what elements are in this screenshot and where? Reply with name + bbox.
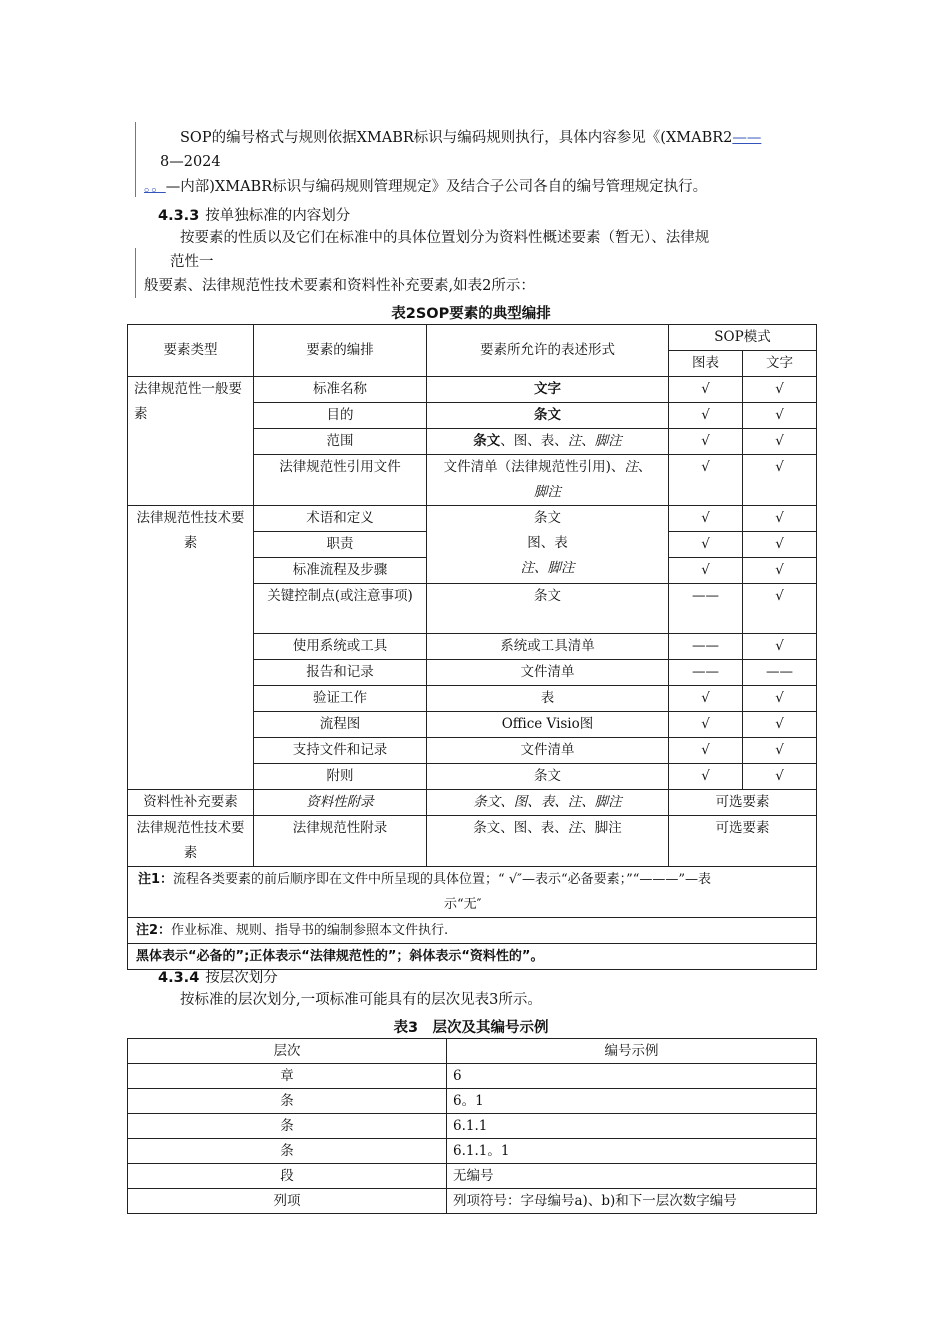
element-form: Office Visio图 bbox=[427, 712, 669, 738]
element-name: 标准流程及步骤 bbox=[254, 558, 427, 584]
element-name: 资料性附录 bbox=[254, 790, 427, 816]
text-mark: √ bbox=[743, 429, 817, 455]
chart-mark: —— bbox=[669, 584, 743, 634]
mode-optional: 可选要素 bbox=[669, 790, 817, 816]
text-mark: √ bbox=[743, 532, 817, 558]
element-name: 术语和定义 bbox=[254, 506, 427, 532]
chart-mark: √ bbox=[669, 712, 743, 738]
chart-mark: √ bbox=[669, 686, 743, 712]
element-name: 关键控制点(或注意事项) bbox=[254, 584, 427, 634]
table-row bbox=[128, 790, 817, 816]
text-mark: √ bbox=[743, 455, 817, 506]
level-cell: 段 bbox=[128, 1164, 447, 1189]
element-form: 条文、图、表、注、脚注 bbox=[427, 790, 669, 816]
element-form: 条文、图、表、注、脚注 bbox=[427, 429, 669, 455]
chart-mark: √ bbox=[669, 455, 743, 506]
example-cell: 列项符号：字母编号a)、b)和下一层次数字编号 bbox=[447, 1189, 817, 1214]
sop-elements-table bbox=[127, 324, 817, 970]
level-cell: 列项 bbox=[128, 1189, 447, 1214]
text-mark: √ bbox=[743, 506, 817, 532]
table-row bbox=[128, 1189, 817, 1214]
table-row bbox=[128, 816, 817, 867]
chart-mark: —— bbox=[669, 634, 743, 660]
table-row bbox=[128, 1114, 817, 1139]
chart-mark: √ bbox=[669, 532, 743, 558]
text-mark: —— bbox=[743, 660, 817, 686]
example-cell: 6.1.1 bbox=[447, 1114, 817, 1139]
paragraph-line: 按要素的性质以及它们在标准中的具体位置划分为资料性概述要素（暂无）、法律规 bbox=[180, 230, 710, 246]
text-mark: √ bbox=[743, 403, 817, 429]
table-row bbox=[128, 1064, 817, 1089]
text-mark: √ bbox=[743, 558, 817, 584]
element-form: 条文 bbox=[427, 403, 669, 429]
table3-caption: 表3 层次及其编号示例 bbox=[393, 1020, 549, 1036]
element-form: 文件清单 bbox=[427, 660, 669, 686]
header-chart: 图表 bbox=[669, 351, 743, 377]
chart-mark: —— bbox=[669, 660, 743, 686]
group-technical-2: 法律规范性技术要素 bbox=[128, 816, 254, 867]
element-form: 条文、图、表、注、脚注 bbox=[427, 816, 669, 867]
example-cell: 6 bbox=[447, 1064, 817, 1089]
table-row bbox=[128, 506, 817, 532]
element-name: 报告和记录 bbox=[254, 660, 427, 686]
element-name: 使用系统或工具 bbox=[254, 634, 427, 660]
note-2: 注2：作业标准、规则、指导书的编制参照本文件执行. bbox=[128, 918, 817, 944]
paragraph-line: 。。—内部)XMABR标识与编码规则管理规定》及结合子公司各自的编号管理规定执行。 bbox=[144, 179, 708, 195]
header-example: 编号示例 bbox=[447, 1039, 817, 1064]
paragraph-numbering-rule: SOP的编号格式与规则依据XMABR标识与编码规则执行，具体内容参见《(XMABR2—— bbox=[180, 130, 762, 146]
text-mark: √ bbox=[743, 377, 817, 403]
revision-bar bbox=[135, 122, 136, 197]
chart-mark: √ bbox=[669, 377, 743, 403]
text-mark: √ bbox=[743, 634, 817, 660]
element-name: 支持文件和记录 bbox=[254, 738, 427, 764]
element-form: 文字 bbox=[427, 377, 669, 403]
element-form: 条文 图、表 注、脚注 bbox=[427, 506, 669, 584]
element-form: 系统或工具清单 bbox=[427, 634, 669, 660]
example-cell: 6。1 bbox=[447, 1089, 817, 1114]
revision-bar bbox=[135, 248, 136, 298]
level-cell: 条 bbox=[128, 1114, 447, 1139]
table-note bbox=[128, 867, 817, 918]
group-general: 法律规范性一般要素 bbox=[128, 377, 254, 506]
element-form: 表 bbox=[427, 686, 669, 712]
text-mark: √ bbox=[743, 712, 817, 738]
table-row bbox=[128, 1089, 817, 1114]
revision-link[interactable]: —— bbox=[732, 130, 762, 146]
element-form: 条文 bbox=[427, 584, 669, 634]
text-mark: √ bbox=[743, 686, 817, 712]
example-cell: 无编号 bbox=[447, 1164, 817, 1189]
note-1: 注1：流程各类要素的前后顺序即在文件中所呈现的具体位置；“ √″—表示“必备要素；”“———”—表 示“无″ bbox=[128, 867, 817, 918]
header-level: 层次 bbox=[128, 1039, 447, 1064]
text-mark: √ bbox=[743, 764, 817, 790]
text-mark: √ bbox=[743, 584, 817, 634]
element-name: 标准名称 bbox=[254, 377, 427, 403]
chart-mark: √ bbox=[669, 506, 743, 532]
mode-optional: 可选要素 bbox=[669, 816, 817, 867]
chart-mark: √ bbox=[669, 429, 743, 455]
paragraph-line: 按标准的层次划分,一项标准可能具有的层次见表3所示。 bbox=[180, 992, 542, 1008]
chart-mark: √ bbox=[669, 558, 743, 584]
header-element-type: 要素类型 bbox=[128, 325, 254, 377]
table-row bbox=[128, 377, 817, 403]
paragraph-line: 范性一 bbox=[170, 254, 214, 270]
table-row bbox=[128, 1139, 817, 1164]
element-name: 验证工作 bbox=[254, 686, 427, 712]
element-name: 法律规范性引用文件 bbox=[254, 455, 427, 506]
element-name: 目的 bbox=[254, 403, 427, 429]
header-element-arrangement: 要素的编排 bbox=[254, 325, 427, 377]
header-sop-mode: SOP模式 bbox=[669, 325, 817, 351]
example-cell: 6.1.1。1 bbox=[447, 1139, 817, 1164]
table-row bbox=[128, 1164, 817, 1189]
chart-mark: √ bbox=[669, 764, 743, 790]
paragraph-line: 8—2024 bbox=[160, 154, 221, 170]
element-form: 文件清单 bbox=[427, 738, 669, 764]
element-form: 条文 bbox=[427, 764, 669, 790]
element-name: 范围 bbox=[254, 429, 427, 455]
element-name: 附则 bbox=[254, 764, 427, 790]
section-heading-4-3-4: 4.3.4 按层次划分 bbox=[158, 970, 278, 986]
group-supplementary: 资料性补充要素 bbox=[128, 790, 254, 816]
levels-numbering-table bbox=[127, 1038, 817, 1214]
level-cell: 条 bbox=[128, 1089, 447, 1114]
element-form: 文件清单（法律规范性引用)、注、 脚注 bbox=[427, 455, 669, 506]
group-technical: 法律规范性技术要素 bbox=[128, 506, 254, 790]
section-heading-4-3-3: 4.3.3 按单独标准的内容划分 bbox=[158, 208, 351, 224]
level-cell: 章 bbox=[128, 1064, 447, 1089]
text-mark: √ bbox=[743, 738, 817, 764]
header-expression-form: 要素所允许的表述形式 bbox=[427, 325, 669, 377]
header-text: 文字 bbox=[743, 351, 817, 377]
table2-caption: 表2SOP要素的典型编排 bbox=[391, 306, 551, 322]
table-note bbox=[128, 918, 817, 944]
chart-mark: √ bbox=[669, 403, 743, 429]
chart-mark: √ bbox=[669, 738, 743, 764]
note-3: 黑体表示“必备的”;正体表示“法律规范性的”；斜体表示“资料性的”。 bbox=[128, 944, 817, 970]
element-name: 流程图 bbox=[254, 712, 427, 738]
level-cell: 条 bbox=[128, 1139, 447, 1164]
element-name: 职责 bbox=[254, 532, 427, 558]
paragraph-line: 般要素、法律规范性技术要素和资料性补充要素,如表2所示： bbox=[144, 278, 535, 294]
element-name: 法律规范性附录 bbox=[254, 816, 427, 867]
revision-link[interactable]: 。。 bbox=[144, 179, 166, 195]
